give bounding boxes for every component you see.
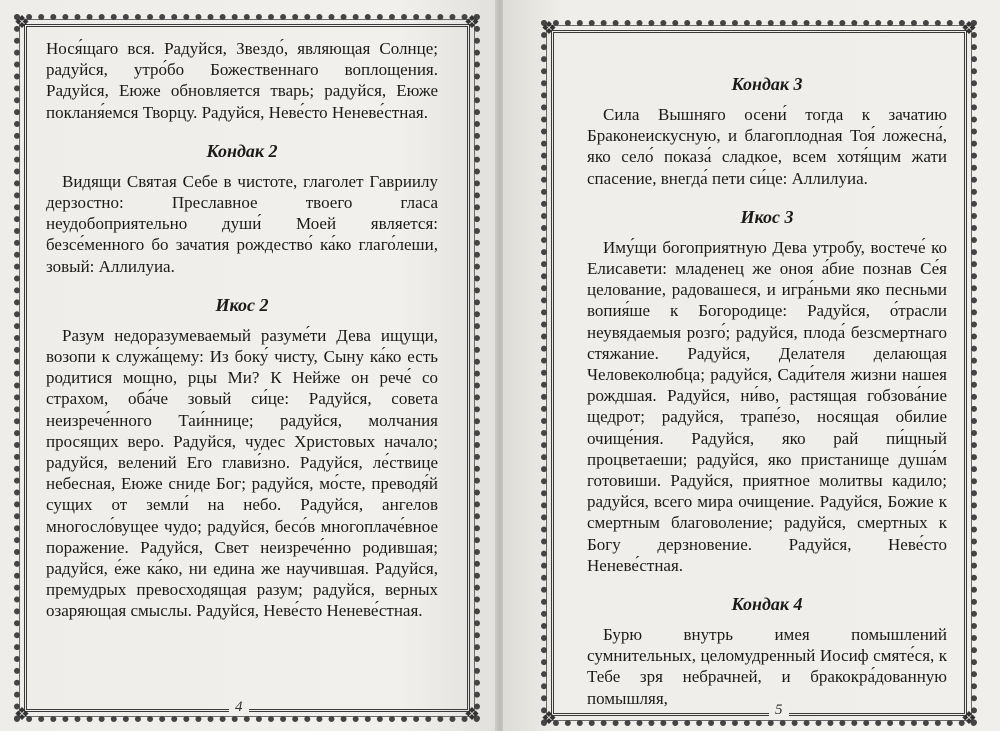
ikos-2-heading: Икос 2 — [215, 294, 269, 315]
kondak-3-text: Сила Вышняго осени́ тогда к зачатию Браконеискусную, и благоплодная Тоя́ ложесна́, яко село́ показа́ сладкое, всем хотя́щим жати спасение, внегда́ пети си́це: Аллилуиа. — [587, 105, 947, 188]
left-page — [0, 0, 497, 731]
ikos-2-text: Разум недоразумеваемый разуме́ти Дева ищущи, возопи к служа́щему: Из боку́ чисту, Сыну ка́ко есть родитися мощно, рцы Ми? К Нейже он рече́ со страхом, оба́че зовый си́це: Радуйся, совета неизрече́нного Таи́ннице; радуйся, молчания просящих веро. Радуйся, чудес Христовых начало; радуйся, велений Его глави́зно. Радуйся, ле́ствице небесная, Еюже сниде Бог; радуйся, мо́сте, преводя́й сущих от земли́ на небо. Радуйся, ангелов многосло́вущее чудо; радуйся, бесо́в многоплаче́вное поражение. Радуйся, Свет неизрече́нно родившая; радуйся, е́же ка́ко, ни едина же научившая. Радуйся, премудрых превосходящая разум; радуйся, верных озаряющая смыслы. Радуйся, Неве́сто Неневе́стная. — [46, 325, 438, 621]
kondak-2-heading: Кондак 2 — [206, 140, 278, 161]
right-page-text — [587, 72, 947, 709]
page-number: 5 — [769, 702, 789, 719]
kondak-4-text: Бурю внутрь имея помышлений сумнительных, целомудренный Иосиф смяте́ся, к Тебе зря небрачней, и бракокра́дованную помышляя, — [587, 625, 947, 708]
corner-ornament-icon: ❖ — [13, 12, 31, 32]
left-page-text — [46, 38, 438, 622]
corner-ornament-icon: ❖ — [463, 12, 481, 32]
right-page — [503, 0, 1000, 731]
corner-ornament-icon: ❖ — [960, 18, 978, 38]
ikos-3-heading: Икос 3 — [740, 206, 794, 227]
intro-paragraph: Нося́щаго вся. Радуйся, Звездо́, являющая Солнце; радуйся, утро́бо Божественнаго воплощения. Радуйся, Еюже обновляется тварь; радуйся, Еюже покланя́емся Творцу. Радуйся, Неве́сто Неневе́стная. — [46, 39, 438, 122]
corner-ornament-icon: ❖ — [463, 704, 481, 724]
ikos-3-text: Иму́щи богоприятную Дева утробу, востече́ ко Елисавети: младенец же оноя а́бие познав Се́я целование, радовашеся, и игра́ньми яко песньми вопия́ше к Богородице: Радуйся, о́трасли неувядаемыя розго́; радуйся, плода́ безсмертнаго стяжание. Радуйся, Делателя делающая Человеколюбца; радуйся, Сади́теля жизни нашея рождшая. Радуйся, ни́во, растящая гобзова́ние щедрот; радуйся, трапе́зо, носящая обилие очище́ния. Радуйся, яко рай пи́щный процветаеши; радуйся, яко пристанище душа́м готовиши. Радуйся, приятное молитвы кадило; радуйся, всего мира очищение. Радуйся, Божие к смертным благоволение; радуйся, смертных к Богу дерзновение. Радуйся, Неве́сто Неневе́стная. — [587, 237, 947, 575]
kondak-4-heading: Кондак 4 — [731, 594, 803, 615]
kondak-3-heading: Кондак 3 — [731, 74, 803, 94]
corner-ornament-icon: ❖ — [540, 708, 558, 728]
page-number: 4 — [229, 699, 249, 716]
kondak-2-text: Видящи Святая Себе в чистоте, глаголет Гавриилу дерзостно: Преславное твоего гласа неудобоприятельно души́ Моей является: безсе́менного бо зачатия рождество́ ка́ко глаго́леши, зовый: Аллилуиа. — [46, 171, 438, 276]
corner-ornament-icon: ❖ — [540, 18, 558, 38]
corner-ornament-icon: ❖ — [13, 704, 31, 724]
corner-ornament-icon: ❖ — [960, 708, 978, 728]
